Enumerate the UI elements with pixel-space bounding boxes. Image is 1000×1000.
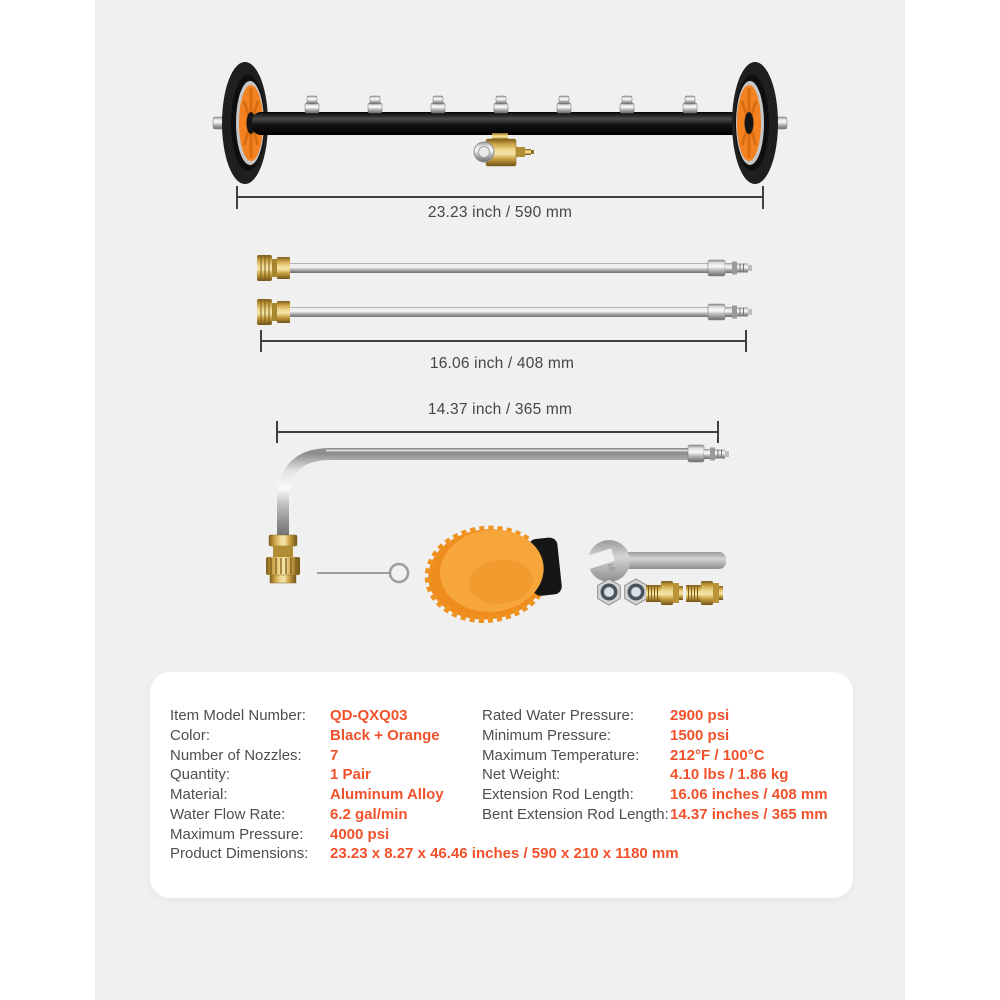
nozzle-icon — [431, 96, 445, 113]
spec-value: 1500 psi — [670, 727, 730, 744]
spec-label: Rated Water Pressure: — [482, 707, 634, 724]
spec-value: Aluminum Alloy — [330, 786, 444, 803]
spec-label: Color: — [170, 727, 211, 744]
wrench-icon — [569, 540, 726, 582]
spray-bar — [252, 112, 748, 135]
spec-label: Item Model Number: — [170, 707, 306, 724]
spec-value: 4000 psi — [330, 826, 390, 843]
wrench-size-marking: 18 — [606, 562, 615, 572]
nozzle-row — [305, 96, 697, 113]
spec-value: 7 — [330, 747, 339, 764]
spec-label: Material: — [170, 786, 228, 803]
spec-value: 4.10 lbs / 1.86 kg — [670, 766, 789, 783]
right-wheel-icon — [732, 62, 787, 184]
bent-rod-length-dimension-label: 14.37 inch / 365 mm — [427, 401, 573, 418]
spec-value: 16.06 inches / 408 mm — [670, 786, 828, 803]
spec-label: Maximum Pressure: — [170, 826, 304, 843]
spec-label: Minimum Pressure: — [482, 727, 612, 744]
lock-nut-icon — [625, 579, 648, 605]
spec-value: 23.23 x 8.27 x 46.46 inches / 590 x 210 x 1180 mm — [330, 845, 679, 862]
brass-adapter-icon — [646, 581, 683, 605]
rod-length-dimension-label: 16.06 inch / 408 mm — [429, 355, 575, 372]
spec-label: Maximum Temperature: — [482, 747, 640, 764]
spec-value: Black + Orange — [330, 727, 440, 744]
spec-label: Bent Extension Rod Length: — [482, 806, 669, 823]
broom-width-dimension-label: 23.23 inch / 590 mm — [427, 204, 573, 221]
spec-value: 212°F / 100°C — [670, 747, 765, 764]
spec-value: 1 Pair — [330, 766, 371, 783]
bent-rod-dimension-line — [277, 421, 718, 443]
brass-adapter-icon — [686, 581, 723, 605]
inlet-valve-icon — [474, 133, 534, 166]
spec-label: Number of Nozzles: — [170, 747, 302, 764]
nozzle-icon — [305, 96, 319, 113]
spec-label: Extension Rod Length: — [482, 786, 634, 803]
spec-label: Net Weight: — [482, 766, 561, 783]
extension-rod-figure-1 — [257, 255, 752, 281]
nozzle-icon — [683, 96, 697, 113]
spec-value: 14.37 inches / 365 mm — [670, 806, 828, 823]
nozzle-icon — [557, 96, 571, 113]
lock-nut-icon — [598, 579, 621, 605]
cleaning-pin-icon — [317, 564, 408, 582]
nozzle-icon — [368, 96, 382, 113]
extension-rod-figure-2 — [257, 299, 752, 325]
nozzle-icon — [494, 96, 508, 113]
spec-value: QD-QXQ03 — [330, 707, 408, 724]
spec-card — [150, 672, 853, 898]
rod-length-dimension-line — [261, 330, 746, 352]
spec-value: 6.2 gal/min — [330, 806, 408, 823]
nozzle-icon — [620, 96, 634, 113]
spec-label: Water Flow Rate: — [170, 806, 286, 823]
quick-connect-coupler-icon — [266, 535, 300, 583]
spec-label: Quantity: — [170, 766, 231, 783]
spec-label: Product Dimensions: — [170, 845, 309, 862]
water-broom-figure — [213, 62, 787, 184]
spec-value: 2900 psi — [670, 707, 730, 724]
wash-mitt-icon — [424, 522, 565, 625]
